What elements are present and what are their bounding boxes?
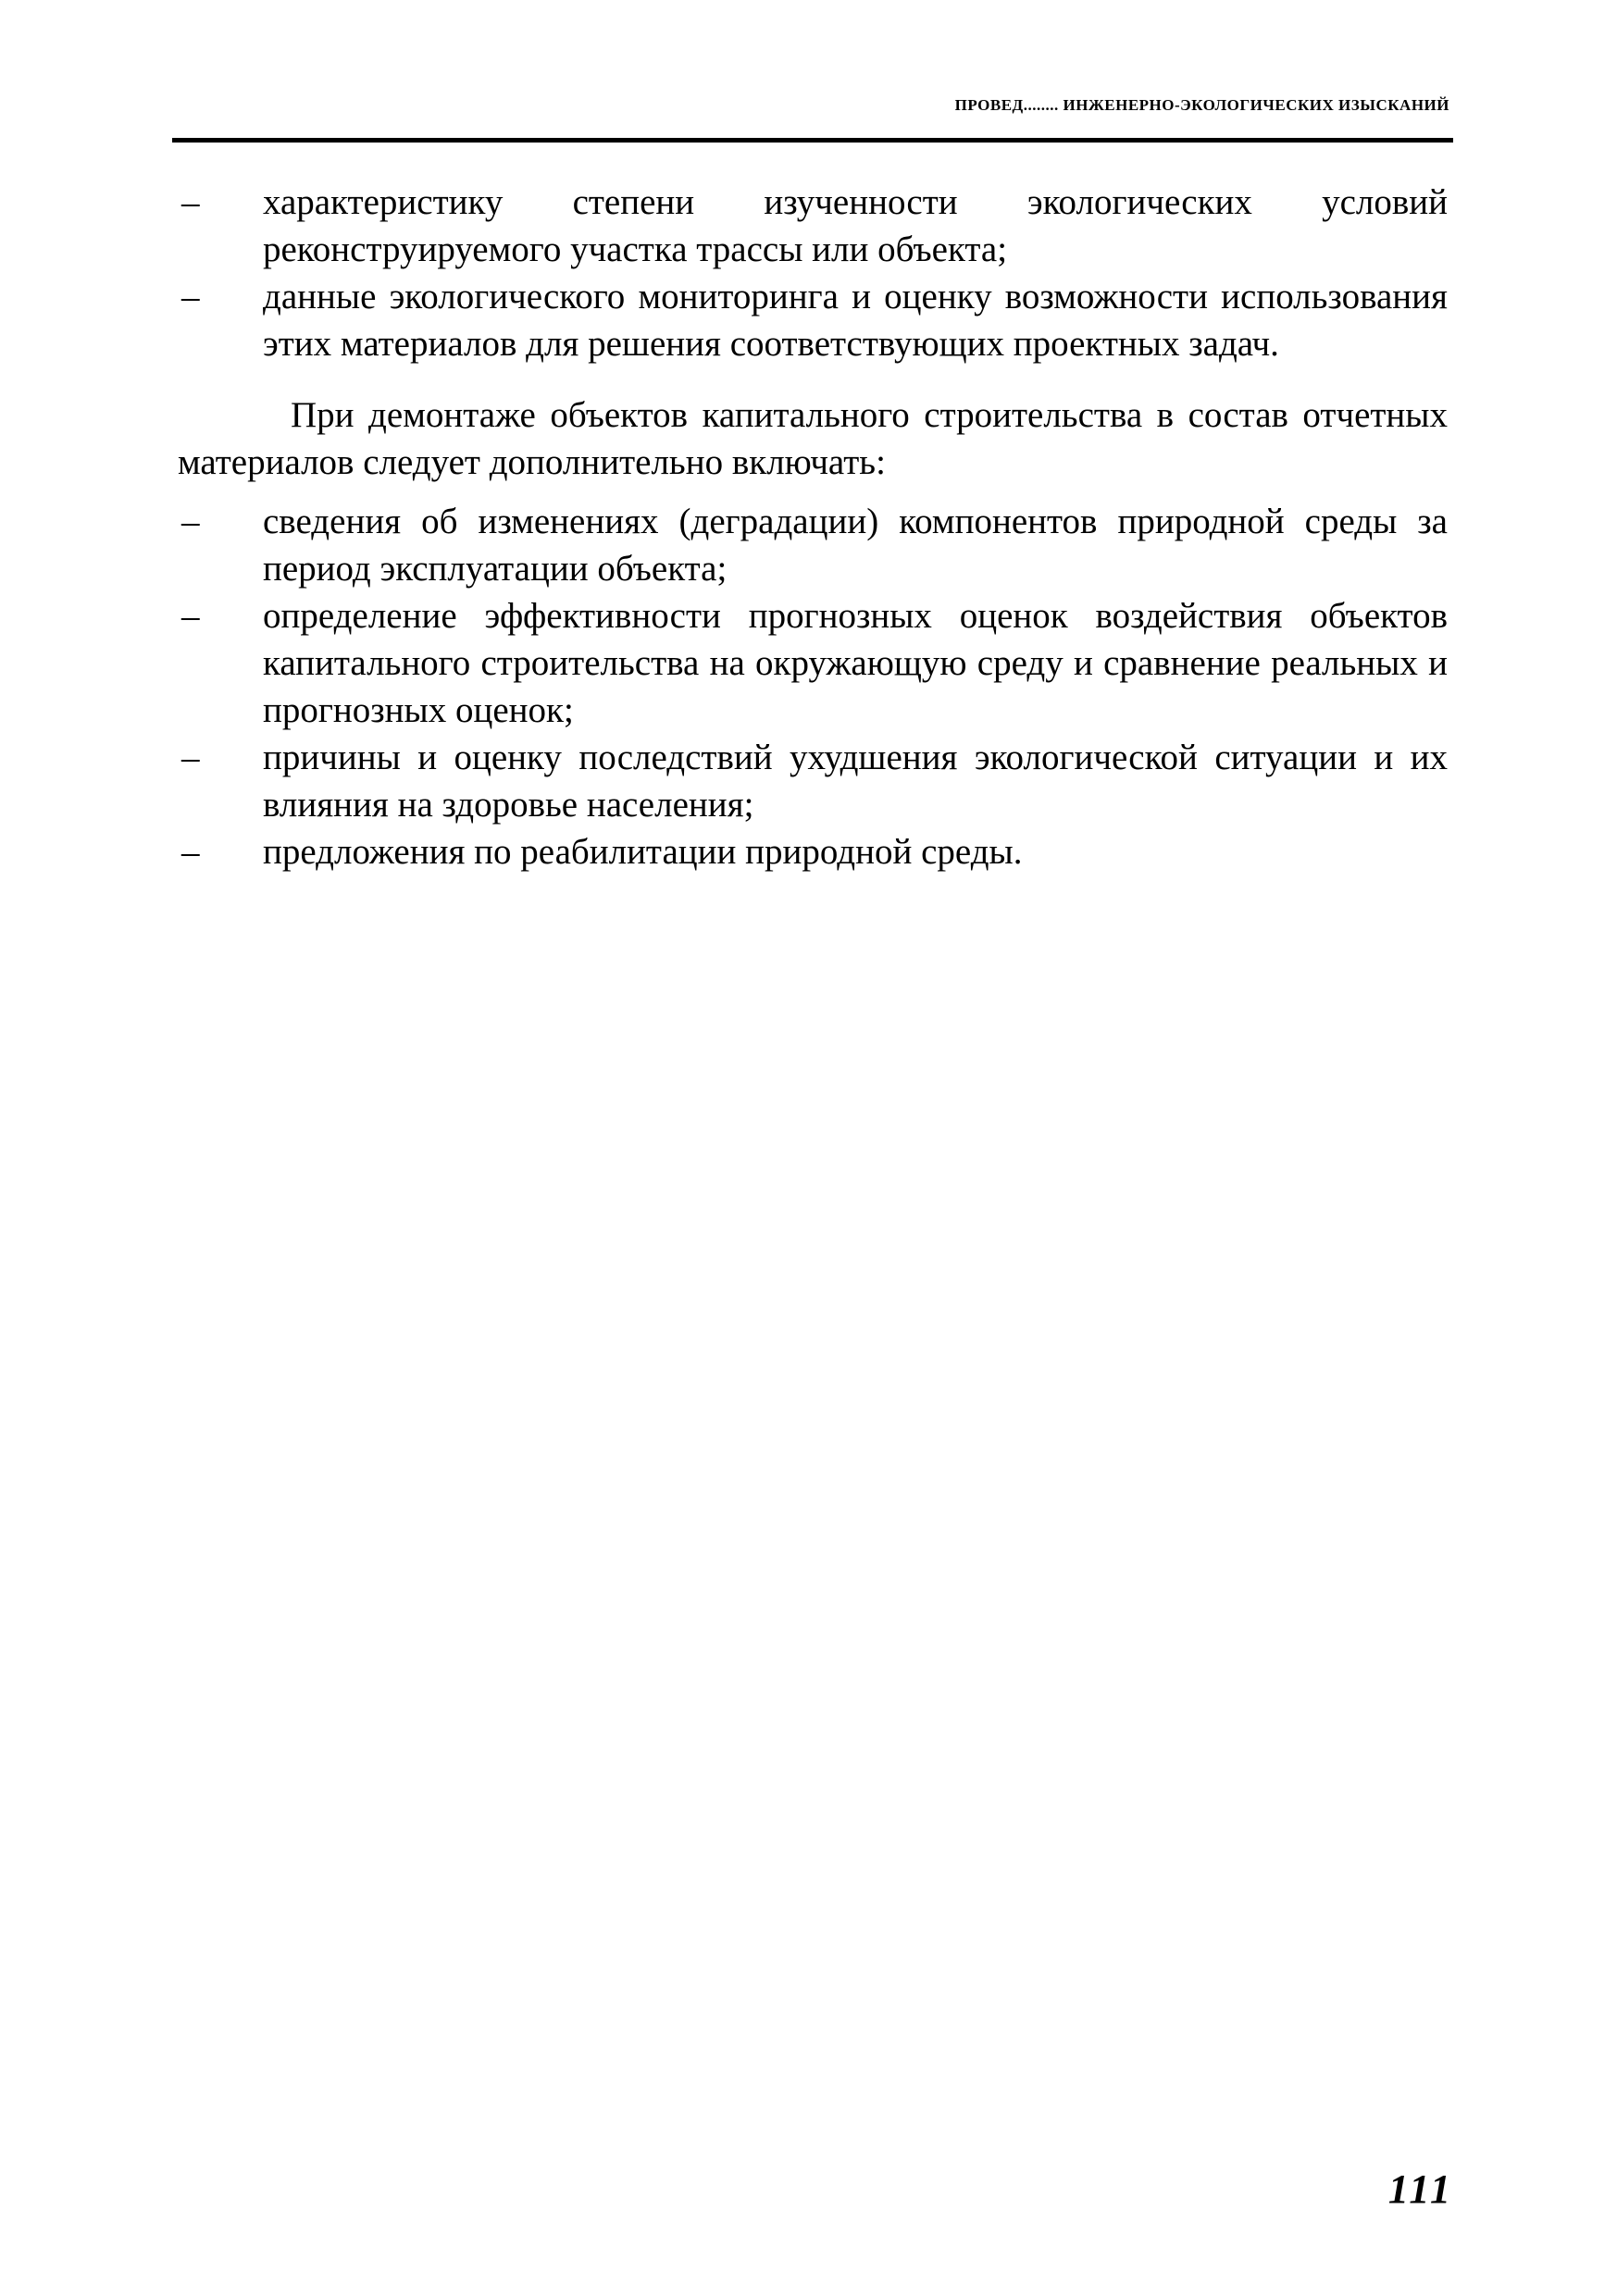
intro-paragraph: При демонтаже объектов капитального строительства в состав отчетных материалов следует дополнительно включать: (178, 395, 1448, 482)
dash-bullet: – (181, 596, 200, 636)
dash-bullet: – (181, 832, 200, 872)
list-item (178, 592, 1448, 734)
dash-bullet: – (181, 182, 200, 222)
list-item (178, 734, 1448, 828)
list-item (178, 498, 1448, 592)
list-item (178, 179, 1448, 273)
page-number: 111 (1387, 2166, 1453, 2212)
page-body (178, 179, 1448, 875)
dash-bullet: – (181, 277, 200, 316)
dash-bullet: – (181, 738, 200, 777)
header-rule (172, 138, 1453, 143)
list-item-text: данные экологического мониторинга и оценку возможности использования этих материалов для решения соответствующих проектных задач. (263, 277, 1448, 364)
list-item-text: определение эффективности прогнозных оценок воздействия объектов капитального строительства на окружающую среду и сравнение реальных и прогнозных оценок; (263, 596, 1448, 730)
list-item-text: причины и оценку последствий ухудшения экологической ситуации и их влияния на здоровье населения; (263, 738, 1448, 825)
running-header: ПРОВЕД........ ИНЖЕНЕРНО-ЭКОЛОГИЧЕСКИХ ИЗЫСКАНИЙ (954, 96, 1449, 114)
list-item-text: сведения об изменениях (деградации) компонентов природной среды за период эксплуатации объекта; (263, 502, 1448, 589)
list-item-text: характеристику степени изученности экологических условий реконструируемого участка трассы или объекта; (263, 182, 1448, 269)
dash-bullet: – (181, 502, 200, 541)
list-item (178, 273, 1448, 367)
list-item-text: предложения по реабилитации природной среды. (263, 832, 1023, 872)
list-item (178, 828, 1448, 875)
